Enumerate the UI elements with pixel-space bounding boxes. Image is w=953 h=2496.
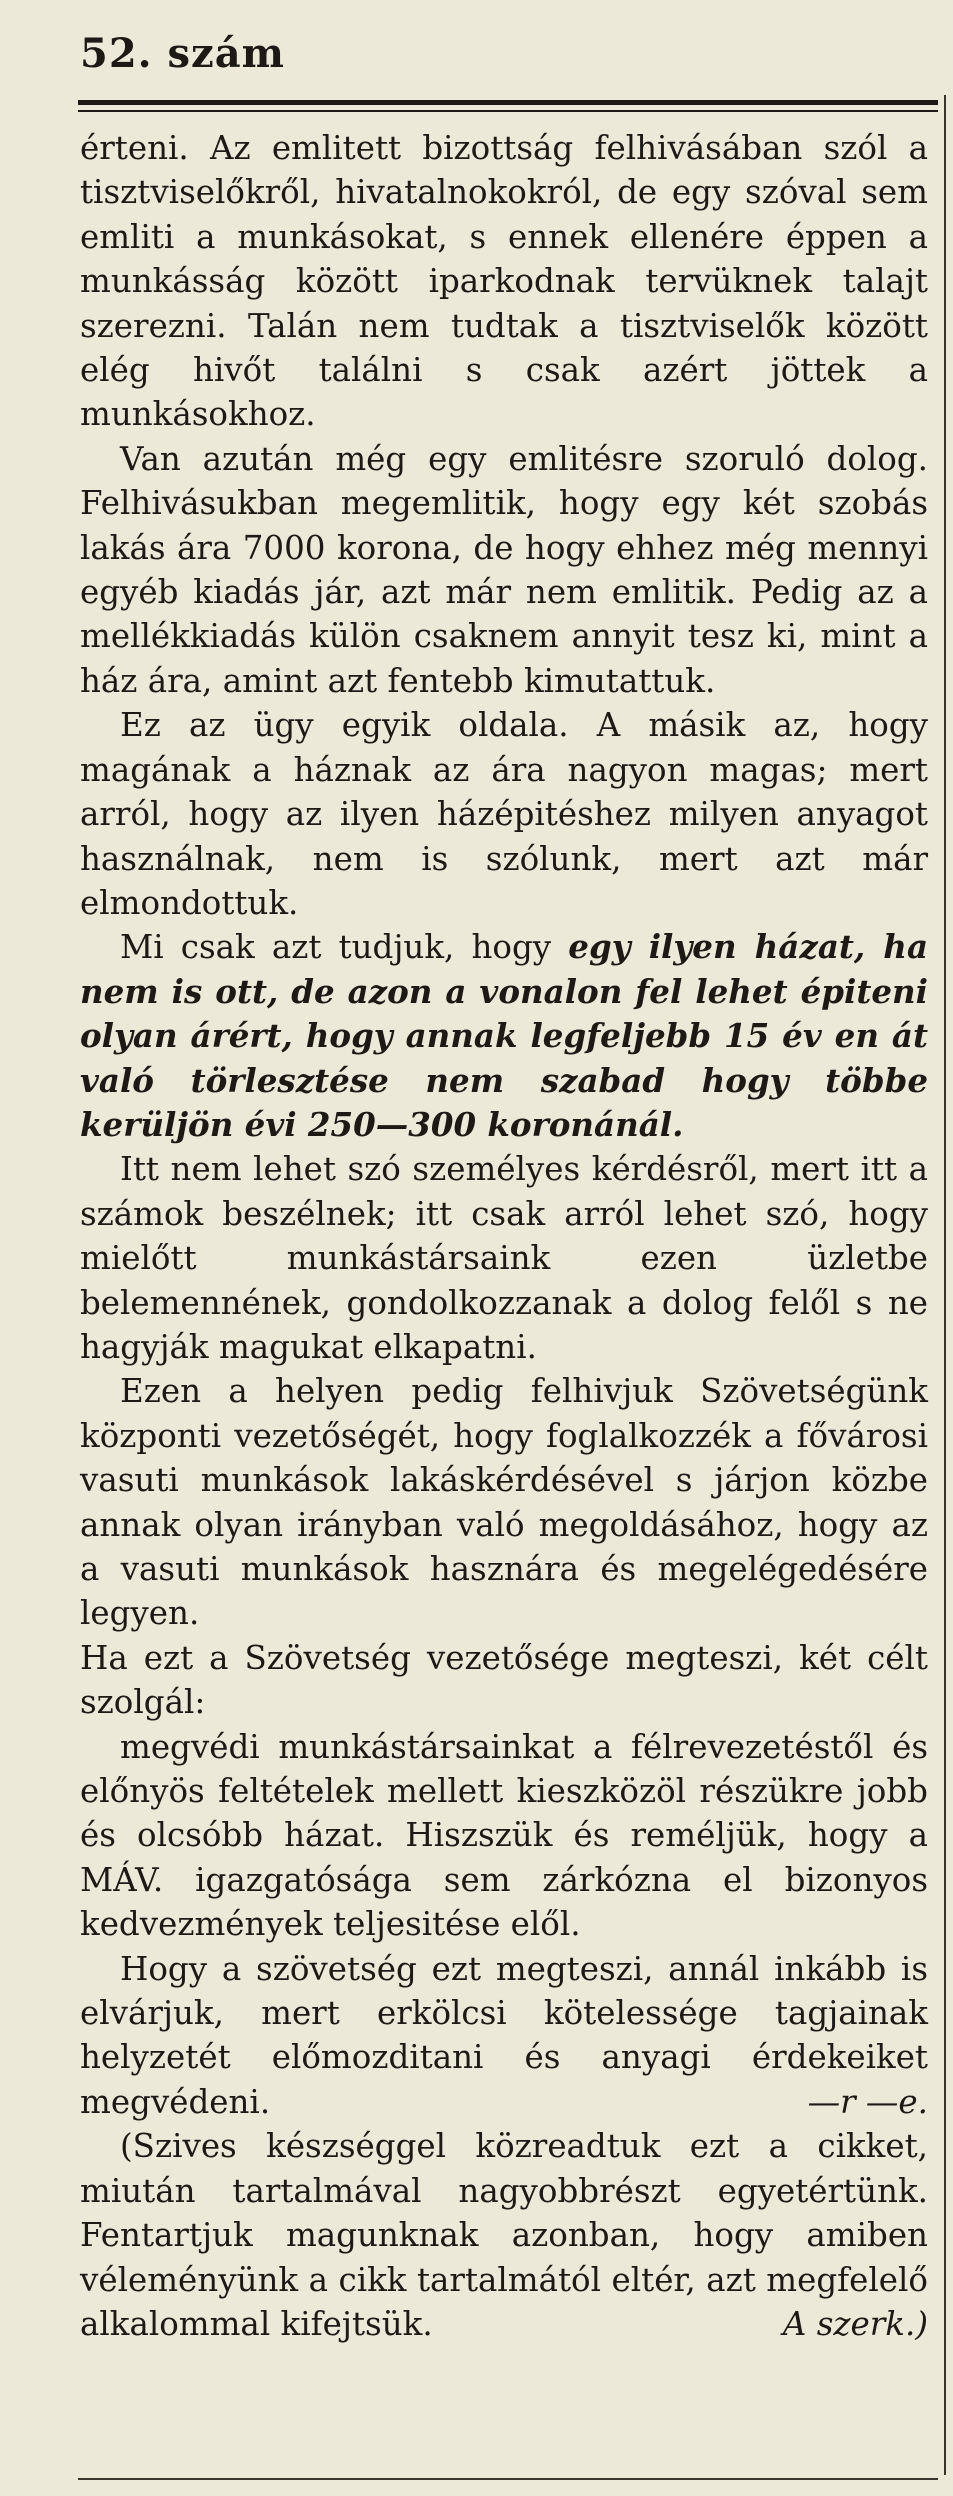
issue-number: 52. szám	[80, 30, 285, 77]
paragraph-3: Ez az ügy egyik oldala. A másik az, hogy magának a háznak az ára nagyon magas; mert arról, hogy az ilyen házépitéshez milyen anyagot használnak, nem is szólunk, mert azt már elmondottuk.	[80, 706, 928, 922]
paragraph-9-text: Hogy a szövetség ezt megteszi, annál inkább is elvárjuk, mert erkölcsi kötelessége tagjainak helyzetét előmozditani és anyagi érdekeiket megvédeni.	[80, 1949, 928, 2121]
paragraph-4-lead: Mi csak azt tudjuk, hogy	[120, 928, 569, 967]
editor-note	[80, 2124, 928, 2346]
paragraph-8: megvédi munkástársainkat a félrevezetéstől és előnyös feltételek mellett kieszközöl részükre jobb és olcsóbb házat. Hiszszük és reméljük, hogy a MÁV. igazgatósága sem zárkózna el bizonyos kedvezmények teljesitése elől.	[80, 1727, 928, 1944]
editor-signature: A szerk.)	[782, 2304, 928, 2343]
paragraph-5: Itt nem lehet szó személyes kérdésről, mert itt a számok beszélnek; itt csak arról lehet szó, hogy mielőtt munkástársaink ezen üzletbe belemennének, gondolkozzanak a dolog felől s ne hagyják magukat elkapatni.	[80, 1150, 928, 1366]
header-rule-thin	[78, 110, 938, 112]
paragraph-2: Van azután még egy emlitésre szoruló dolog. Felhivásukban megemlitik, hogy egy két szobás lakás ára 7000 korona, de hogy ehhez még mennyi egyéb kiadás jár, azt már nem emlitik. Pedig az a mellékkiadás külön csaknem annyit tesz ki, mint a ház ára, amint azt fentebb kimutattuk.	[80, 439, 928, 700]
paragraph-4	[80, 925, 928, 1147]
paragraph-1: érteni. Az emlitett bizottság felhivásában szól a tisztviselőkről, hivatalnokokról, de egy szóval sem emliti a munkásokat, s ennek ellenére éppen a munkásság között iparkodnak tervüknek talajt szerezni. Talán nem tudtak a tisztviselők között elég hivőt találni s csak azért jöttek a munkásokhoz.	[80, 129, 928, 434]
paragraph-9	[80, 1947, 928, 2125]
author-signature: —r —e.	[807, 2082, 928, 2121]
paragraph-7: Ha ezt a Szövetség vezetősége megteszi, két célt szolgál:	[80, 1638, 928, 1722]
paragraph-6: Ezen a helyen pedig felhivjuk Szövetségünk központi vezetőségét, hogy foglalkozzék a fővárosi vasuti munkások lakáskérdésével s járjon közbe annak olyan irányban való megoldásához, hogy az a vasuti munkások hasznára és megelégedésére legyen.	[80, 1372, 928, 1633]
paragraph-4-emphasis: egy ilyen házat, ha nem is ott, de azon a vonalon fel lehet épiteni olyan árért, hogy annak legfeljebb 15 év en át való törlesztése nem szabad hogy többe kerüljön évi 250—300 koronánál.	[80, 927, 928, 1144]
header-rule-thick	[78, 100, 938, 105]
article-column	[80, 126, 928, 2346]
column-divider	[944, 95, 946, 2475]
editor-note-text: (Szives készséggel közreadtuk ezt a cikket, miután tartalmával nagyobbrészt egyetértünk. Fentartjuk magunknak azonban, hogy amiben véleményünk a cikk tartalmától eltér, azt megfelelő alkalommal kifejtsük.	[80, 2127, 928, 2343]
footer-rule	[78, 2478, 938, 2480]
